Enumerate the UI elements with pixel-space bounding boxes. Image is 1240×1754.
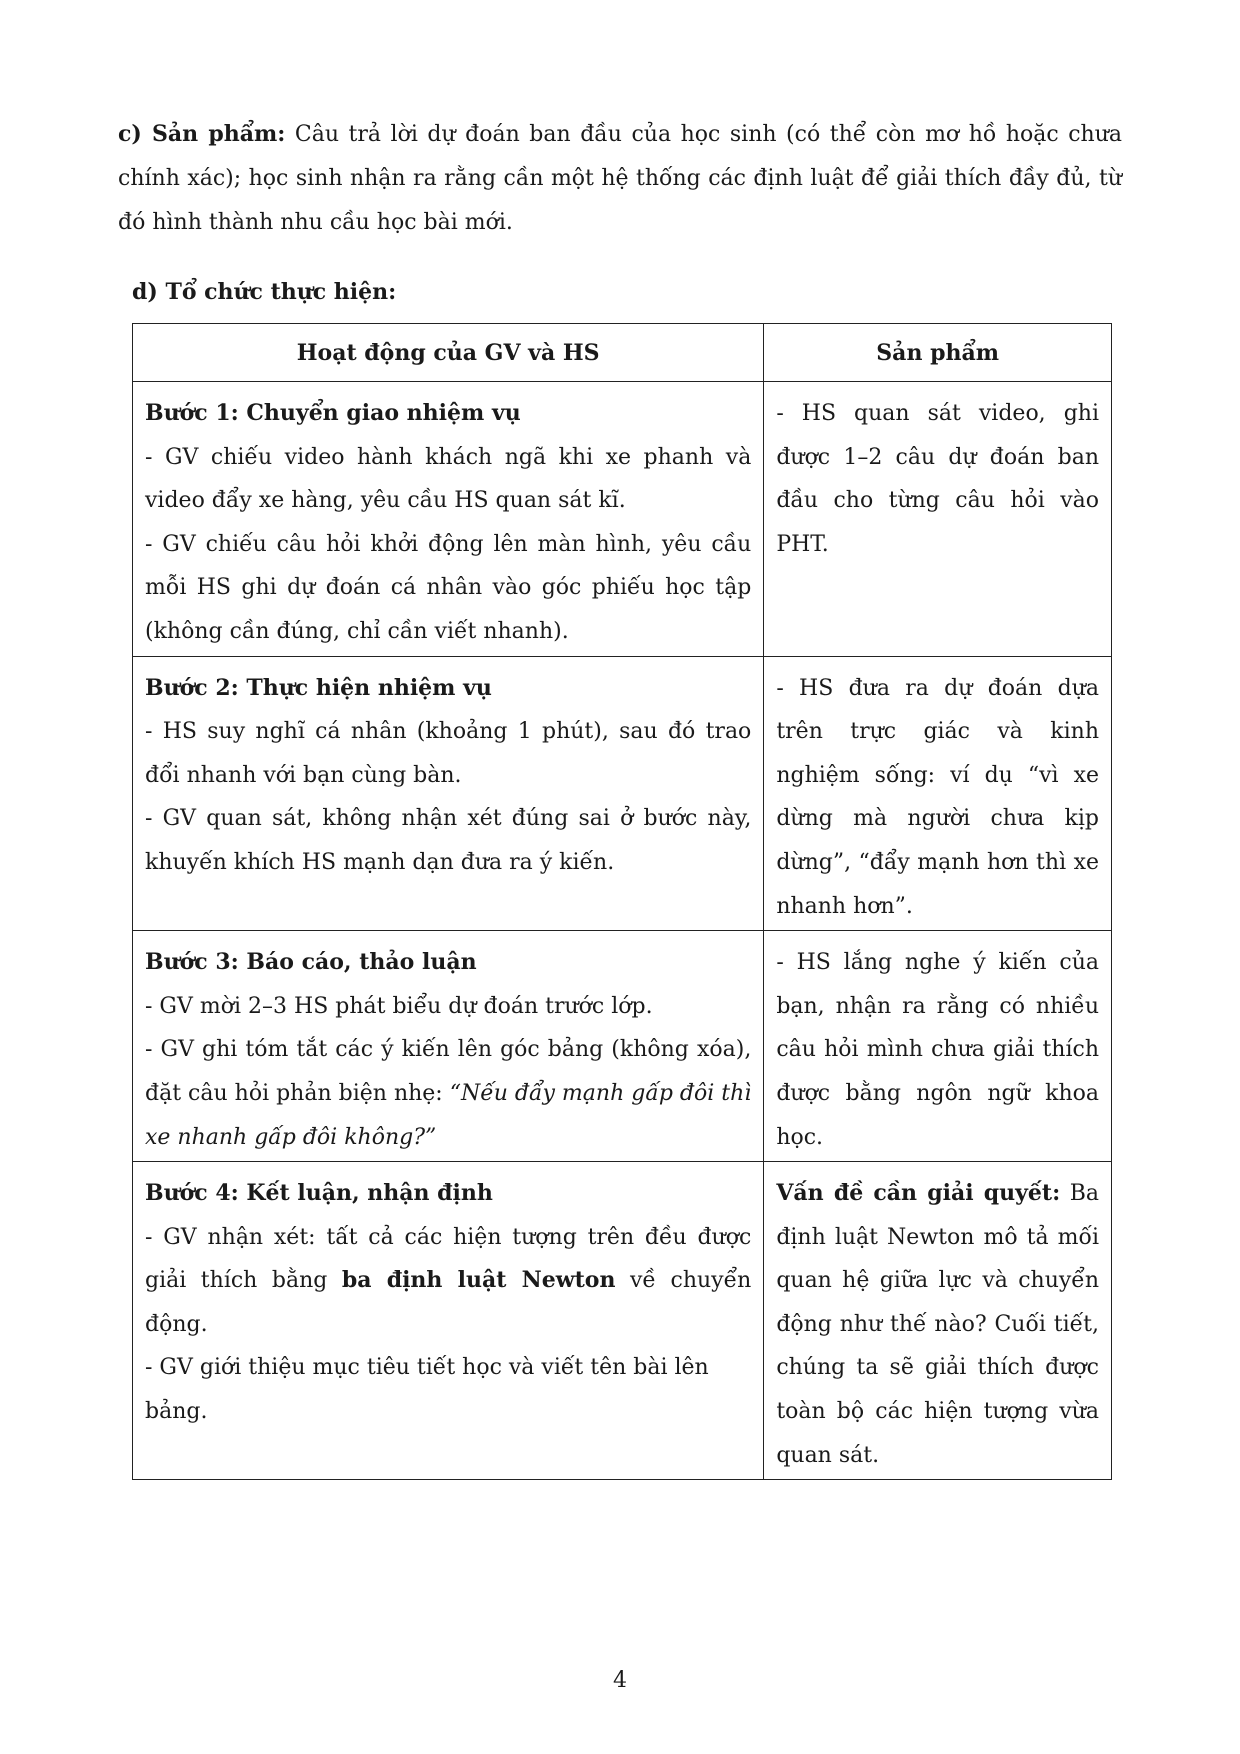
product-cell: - HS lắng nghe ý kiến của bạn, nhận ra rằng có nhiều câu hỏi mình chưa giải thích được bằng ngôn ngữ khoa học.	[764, 931, 1112, 1162]
product-cell: - HS đưa ra dự đoán dựa trên trực giác và kinh nghiệm sống: ví dụ “vì xe dừng mà người chưa kịp dừng”, “đẩy mạnh hơn thì xe nhanh hơn”.	[764, 656, 1112, 931]
activity-cell	[133, 656, 764, 931]
activity-line	[145, 1028, 751, 1159]
section-c-text: Câu trả lời dự đoán ban đầu của học sinh (có thể còn mơ hồ hoặc chưa chính xác); học sinh nhận ra rằng cần một hệ thống các định luật để giải thích đầy đủ, từ đó hình thành nhu cầu học bài mới.	[118, 122, 1123, 235]
header-activity: Hoạt động của GV và HS	[133, 324, 764, 382]
table-row-step-4	[133, 1162, 1112, 1480]
activity-cell	[133, 382, 764, 657]
activity-cell	[133, 931, 764, 1162]
activity-cell	[133, 1162, 764, 1480]
table-row-step-1	[133, 382, 1112, 657]
table-row-step-2	[133, 656, 1112, 931]
page-number: 4	[613, 1668, 627, 1693]
step-title: Bước 3: Báo cáo, thảo luận	[145, 949, 477, 976]
product-cell	[764, 1162, 1112, 1480]
activity-text: - GV nhận xét: tất cả các hiện tượng trên đều được giải thích bằng	[145, 1224, 752, 1294]
table-row-step-3	[133, 931, 1112, 1162]
activity-line: - GV giới thiệu mục tiêu tiết học và viết tên bài lên bảng.	[145, 1355, 709, 1425]
activity-line	[145, 1216, 751, 1347]
activity-text: - GV ghi tóm tắt các ý kiến lên góc bảng (không xóa), đặt câu hỏi phản biện nhẹ:	[145, 1037, 752, 1106]
activity-text: về chuyển động.	[145, 1268, 752, 1337]
problem-label: Vấn đề cần giải quyết:	[776, 1180, 1061, 1207]
activity-line: - GV chiếu câu hỏi khởi động lên màn hình, yêu cầu mỗi HS ghi dự đoán cá nhân vào góc phiếu học tập (không cần đúng, chỉ cần viết nhanh).	[145, 531, 752, 644]
section-d-heading: d) Tổ chức thực hiện:	[132, 279, 397, 305]
section-c-label: c) Sản phẩm:	[118, 121, 286, 147]
step-title: Bước 4: Kết luận, nhận định	[145, 1180, 493, 1207]
problem-text: Ba định luật Newton mô tả mối quan hệ giữa lực và chuyển động như thế nào? Cuối tiết, chúng ta sẽ giải thích được toàn bộ các hiện tượng vừa quan sát.	[776, 1181, 1100, 1468]
activity-table	[132, 323, 1112, 1480]
critical-question: “Nếu đẩy mạnh gấp đôi thì xe nhanh gấp đôi không?”	[145, 1080, 752, 1150]
activity-line: - HS suy nghĩ cá nhân (khoảng 1 phút), sau đó trao đổi nhanh với bạn cùng bàn.	[145, 719, 752, 788]
product-cell: - HS quan sát video, ghi được 1–2 câu dự đoán ban đầu cho từng câu hỏi vào PHT.	[764, 382, 1112, 657]
activity-line: - GV mời 2–3 HS phát biểu dự đoán trước lớp.	[145, 993, 653, 1019]
step-title: Bước 1: Chuyển giao nhiệm vụ	[145, 400, 521, 426]
activity-line: - GV quan sát, không nhận xét đúng sai ở bước này, khuyến khích HS mạnh dạn đưa ra ý kiến.	[145, 806, 752, 875]
table-header-row	[133, 324, 1112, 382]
newton-laws-emphasis: ba định luật Newton	[341, 1267, 616, 1294]
step-title: Bước 2: Thực hiện nhiệm vụ	[145, 674, 492, 701]
header-product: Sản phẩm	[764, 324, 1112, 382]
activity-line: - GV chiếu video hành khách ngã khi xe phanh và video đẩy xe hàng, yêu cầu HS quan sát kĩ.	[145, 444, 752, 514]
section-c-paragraph	[118, 112, 1122, 245]
